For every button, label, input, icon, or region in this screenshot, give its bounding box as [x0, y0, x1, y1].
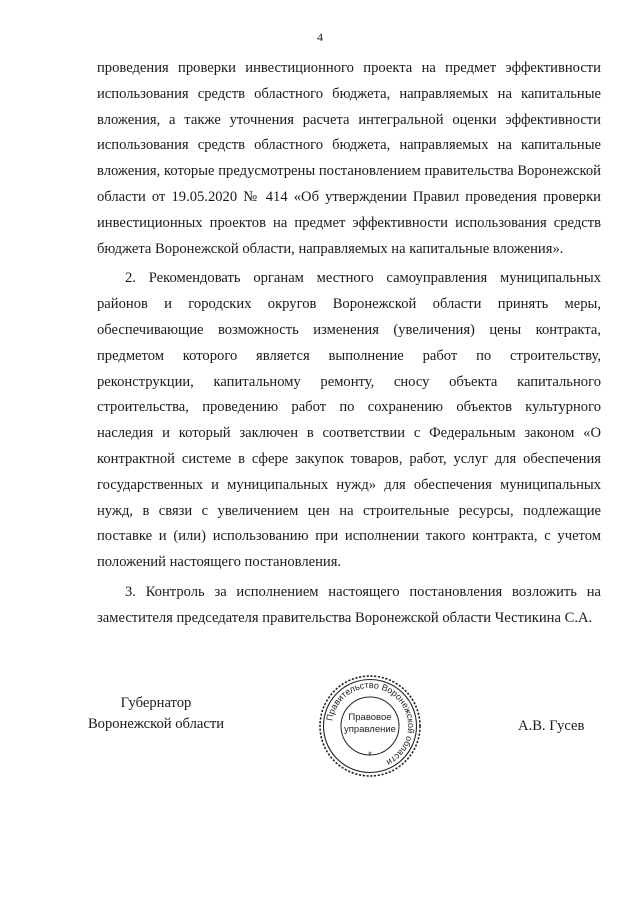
document-body — [97, 56, 601, 632]
signatory-name: А.В. Гусев — [518, 718, 585, 734]
paragraph-3: 3. Контроль за исполнением настоящего постановления возложить на заместителя председателя правительства Воронежской области Честикина С.А. — [97, 583, 601, 626]
stamp-center-line2: управление — [344, 724, 396, 735]
stamp-star: * — [368, 750, 372, 760]
stamp-center-text — [318, 712, 422, 736]
page-number: 4 — [317, 30, 323, 44]
official-stamp — [318, 674, 422, 778]
stamp-center-line1: Правовое — [348, 712, 392, 723]
paragraph-2: 2. Рекомендовать органам местного самоуправления муниципальных районов и городских округов Воронежской области принять меры, обеспечивающие возможность изменения (увеличения) цены контракта, предметом которого является выполнение работ по строительству, реконструкции, капитальному ремонту, сносу объекта капитального строительства, проведению работ по сохранению объектов культурного наследия и который заключен в соответствии с Федеральным законом «О контрактной системе в сфере закупок товаров, работ, услуг для обеспечения государственных и муниципальных нужд» для обеспечения муниципальных нужд, в связи с увеличением цен на строительные ресурсы, подлежащие поставке и (или) использованию при исполнении такого контракта, с учетом положений настоящего постановления. — [97, 270, 601, 571]
signatory-title — [82, 693, 230, 735]
paragraph-continuation: проведения проверки инвестиционного проекта на предмет эффективности использования средств областного бюджета, направляемых на капитальные вложения, а также уточнения расчета интегральной оценки эффективности использования средств областного бюджета, направляемых на капитальные вложения, которые предусмотрены постановлением правительства Воронежской области от 19.05.2020 № 414 «Об утверждении Правил проведения проверки инвестиционных проектов на предмет эффективности использования средств бюджета Воронежской области, направляемых на капитальные вложения». — [97, 60, 601, 257]
stamp-ring-text: Правительство Воронежской области — [324, 679, 417, 768]
signatory-title-line2: Воронежской области — [87, 716, 225, 732]
signatory-title-line1: Губернатор — [120, 695, 192, 711]
